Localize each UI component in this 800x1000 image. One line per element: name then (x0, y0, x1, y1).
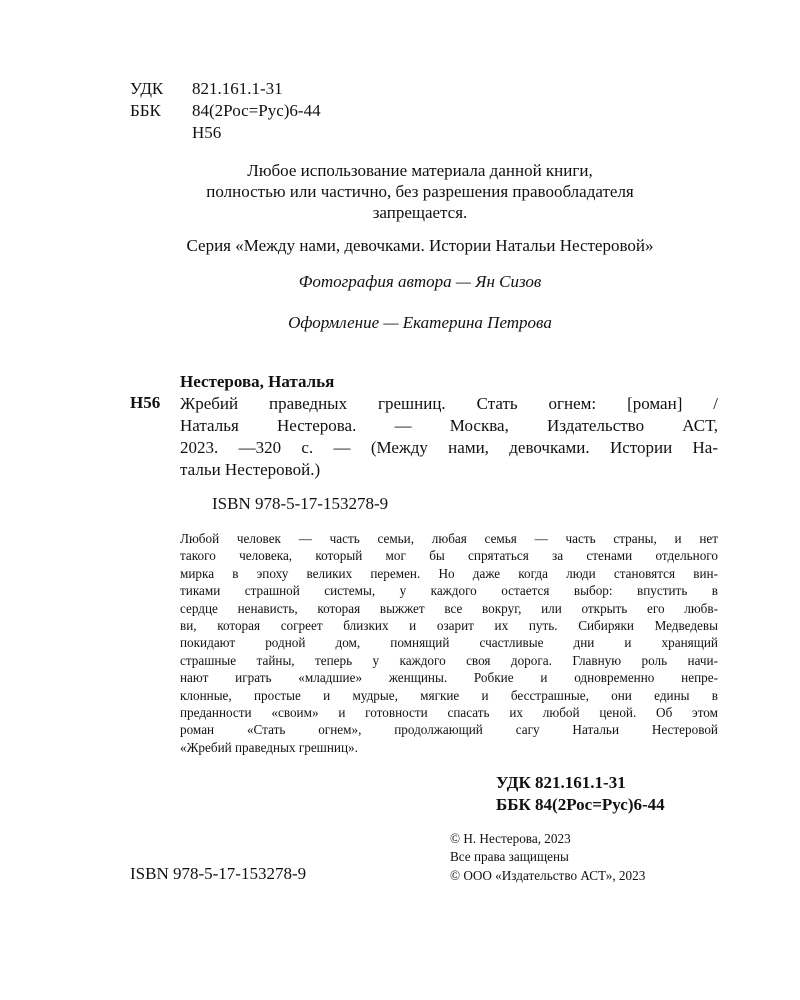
udk-value: 821.161.1-31 (192, 79, 283, 98)
copyright-rights: Все права защищены (450, 849, 569, 864)
photo-credit: Фотография автора — Ян Сизов (298, 272, 542, 291)
annotation-line-5: сердце ненависть, которая выжжет все вокруг, или открыть его любв- (180, 600, 718, 616)
annotation-line-12: роман «Стать огнем», продолжающий сагу Натальи Нестеровой (180, 722, 718, 738)
bib-author-code: Н56 (130, 393, 161, 412)
copyright-author: © Н. Нестерова, 2023 (450, 831, 571, 846)
bib-line-3: 2023. —320 с. — (Между нами, девочками. Истории На- (180, 438, 718, 457)
bottom-bbk: ББК 84(2Рос=Рус)6-44 (496, 795, 665, 814)
bbk-row (130, 100, 430, 122)
bib-line-1: Жребий праведных грешниц. Стать огнем: [роман] / (180, 394, 718, 413)
usage-notice-line-3: запрещается. (372, 203, 468, 222)
copyright-publisher: © ООО «Издательство АСТ», 2023 (450, 868, 646, 883)
udk-row (130, 78, 430, 100)
bottom-udk: УДК 821.161.1-31 (496, 773, 626, 792)
bib-line-2: Наталья Нестерова. — Москва, Издательство АСТ, (180, 416, 718, 435)
author-mark: Н56 (192, 123, 222, 142)
bib-author: Нестерова, Наталья (180, 372, 335, 391)
annotation-line-3: мирка в эпоху великих перемен. Но даже когда люди становятся вин- (180, 565, 718, 581)
bib-line-4: тальи Нестеровой.) (180, 460, 321, 479)
annotation-line-8: страшные тайны, теперь у каждого своя дорога. Главную роль начи- (180, 652, 718, 668)
annotation-line-1: Любой человек — часть семьи, любая семья — часть страны, и нет (180, 531, 718, 546)
usage-notice-line-1: Любое использование материала данной книги, (247, 161, 593, 180)
annotation-line-9: нают играть «младшие» женщины. Робкие и одновременно непре- (180, 670, 718, 686)
series-title: Серия «Между нами, девочками. Истории Натальи Нестеровой» (186, 236, 654, 255)
bbk-value: 84(2Рос=Рус)6-44 (192, 101, 321, 120)
annotation-line-2: такого человека, который мог бы спрятаться за стенами отдельного (180, 548, 718, 564)
isbn-main: ISBN 978-5-17-153278-9 (212, 494, 389, 513)
bbk-label: ББК (130, 101, 161, 120)
annotation-line-10: клонные, простые и мудрые, мягкие и бесстрашные, они едины в (180, 687, 718, 703)
design-credit: Оформление — Екатерина Петрова (288, 313, 552, 332)
annotation-line-6: ви, которая согреет близких и озарит их путь. Сибиряки Медведевы (180, 618, 718, 633)
annotation-line-11: преданности «своим» и готовности спасать их любой ценой. Об этом (180, 705, 718, 720)
udk-label: УДК (130, 79, 164, 98)
usage-notice-line-2: полностью или частично, без разрешения правообладателя (206, 182, 634, 201)
annotation-line-4: тиками страшной системы, у каждого остается выбор: впустить в (180, 583, 718, 599)
annotation-line-13: «Жребий праведных грешниц». (180, 739, 358, 755)
isbn-bottom: ISBN 978-5-17-153278-9 (130, 864, 307, 883)
annotation-line-7: покидают родной дом, помнящий счастливые дни и хранящий (180, 635, 718, 651)
